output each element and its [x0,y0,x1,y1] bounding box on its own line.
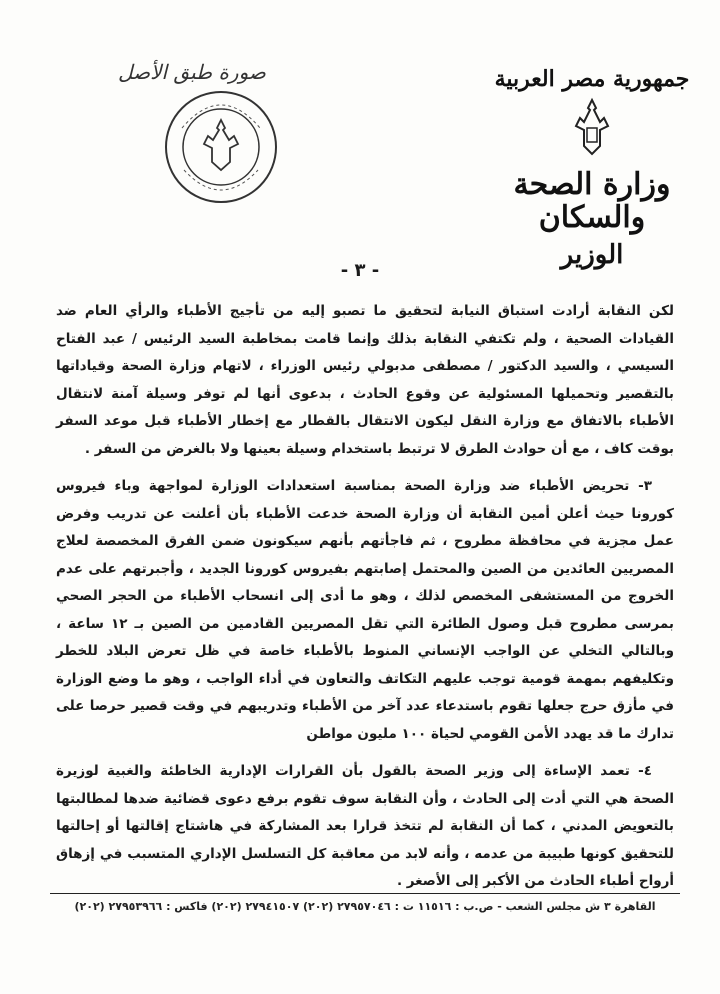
paragraph: ٤- تعمد الإساءة إلى وزير الصحة بالقول بأن القرارات الإدارية الخاطئة والغبية لوزيرة الصحة هي التي أدت إلى الحادث ، وأن النقابة سوف تقوم برفع دعوى قضائية ضدها لمطالبتها بالتعويض المدني ، كما أن النقابة لم تتخذ قرارا بعد المشاركة في هاشتاج إقالتها أو إحالتها للتحقيق كونها طبيبة من عدمه ، وأنه لابد من معاقبة كل التسلسل الإداري المتسبب في إزهاق أرواح أطباء الحادث من الأكبر إلى الأصغر . [56,763,674,889]
true-copy-note: صورة طبق الأصل [118,60,266,84]
letterhead [492,66,692,270]
letterhead-minister: الوزير [560,240,624,270]
letterhead-republic: جمهورية مصر العربية [494,66,690,92]
ministry-seal-icon [162,88,280,206]
page-number: - ٣ - [340,260,380,281]
eagle-emblem-icon [570,96,614,158]
paragraph: لكن النقابة أرادت استباق النيابة لتحقيق ما تصبو إليه من تأجيج الأطباء والرأي العام ضد القيادات الصحية ، ولم تكتفي النقابة بذلك وإنما قامت بمخاطبة السيد الرئيس / عبد الفتاح السيسي ، والسيد الدكتور / مصطفى مدبولي رئيس الوزراء ، لاتهام وزارة الصحة وقياداتها بالتقصير وتحميلها المسئولية عن وقوع الحادث ، بدعوى أنها لم توفر وسيلة آمنة لانتقال الأطباء بالاتفاق مع وزارة النقل ليكون الانتقال بالقطار مع إخطار الأطباء قبل موعد السفر بوقت كاف ، مع أن حوادث الطرق لا ترتبط باستخدام وسيلة بعينها ولا بالغرض من السفر . [56,303,674,457]
letterhead-ministry: وزارة الصحة والسكان [513,167,671,235]
letter-body [56,298,674,906]
footer-contact: القاهرة ٣ ش مجلس الشعب - ص.ب : ١١٥١٦ ت : ٢٧٩٥٧٠٤٦ (٢٠٢) ٢٧٩٤١٥٠٧ (٢٠٢) فاكس : ٢٧٩٥٣٩٦٦ (٢٠٢) [50,893,680,913]
paragraph: ٣- تحريض الأطباء ضد وزارة الصحة بمناسبة استعدادات الوزارة لمواجهة وباء فيروس كورونا حيث أعلن أمين النقابة أن وزارة الصحة خدعت الأطباء بأن أعلنت عن تدريب وفرض عمل مجزية في محافظة مطروح ، ثم فاجأتهم بأنهم سيكونون ضمن الفرق المخصصة لعلاج المصريين العائدين من الصين والمحتمل إصابتهم بفيروس كورونا الجديد ، وأجبرتهم على عدم الخروج من المستشفى المخصص لذلك ، وهو ما أدى إلى انسحاب الأطباء من الحجر الصحي بمرسى مطروح قبل وصول الطائرة التي تقل المصريين القادمين من الصين بـ ١٢ ساعة ، وبالتالي التخلي عن الواجب الإنساني المنوط بالأطباء خاصة في ظل تعرض البلاد للخطر وتكليفهم بمهمة قومية توجب عليهم التكاتف والتعاون في أداء الواجب ، وهو ما وضع الوزارة في مأزق حرج جعلها تقوم باستدعاء عدد آخر من الأطباء وتدريبهم في وقت قصير حرصا على تدارك ما قد يهدد الأمن القومي لحياة ١٠٠ مليون مواطن [56,478,674,742]
